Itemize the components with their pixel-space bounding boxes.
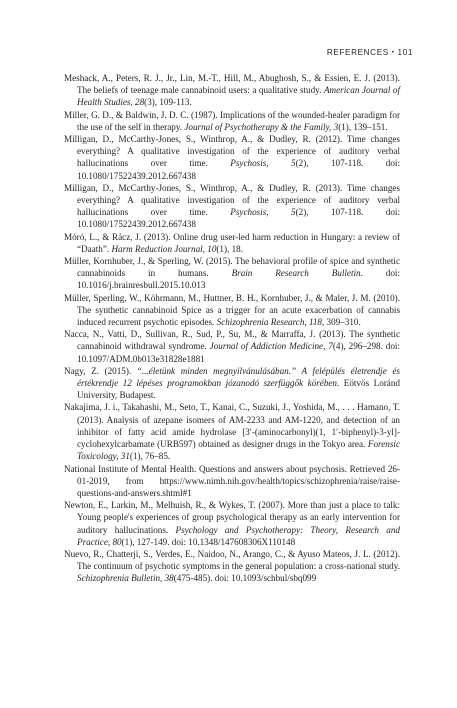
reference-list [64,72,400,585]
reference-entry: Müller, Sperling, W., Köhrmann, M., Huttner, B. H., Kornhuber, J., & Maler, J. M. (2010). The synthetic cannabinoid Spice as a trigger for an acute exacerbation of cannabis induced recurrent psychotic episodes. Schizophrenia Research, 118, 309–310. [64,292,400,328]
reference-entry: Newton, E., Larkin, M., Melhuish, R., & Wykes, T. (2007). More than just a place to talk: Young people's experiences of group psychological therapy as an early intervention for auditory hallucinations. Psychology and Psychotherapy: Theory, Research and Practice, 80(1), 127-149. doi: 10.1348/147608306X110148 [64,500,400,547]
page-number: 101 [397,48,413,57]
reference-entry: Milligan, D., McCarthy-Jones, S., Winthrop, A., & Dudley, R. (2012). Time changes everything? A qualitative investigation of the experience of auditory verbal hallucinations over time. Psychosis, 5(2), 107-118. doi: 10.1080/17522439.2012.667438 [64,134,400,181]
reference-entry: Nacca, N., Vatti, D., Sullivan, R., Sud, P., Su, M., & Marraffa, J. (2013). The synthetic cannabinoid withdrawal syndrome. Journal of Addiction Medicine, 7(4), 296–298. doi: 10.1097/ADM.0b013e31828e1881 [64,329,401,364]
section-title: REFERENCES [326,48,389,57]
reference-entry: Meshack, A., Peters, R. J., Jr., Lin, M.-T., Hill, M., Abughosh, S., & Essien, E. J. (2013). The beliefs of teenage male cannabinoid users: a qualitative study. American Journal of Health Studies, 28(3), 109-113. [64,73,400,108]
separator-bullet: • [391,50,395,56]
reference-entry: Nagy, Z. (2015). “...életünk minden megnyilvánulásában.” A felépülés életrendje és értékrendje 12 lépéses programokban józanodó szerfüggők körében. Eötvös Loránd University, Budapest. [64,365,400,401]
running-head [327,48,413,57]
reference-entry: National Institute of Mental Health. Questions and answers about psychosis. Retrieved 26-01-2019, from https://www.nimh.nih.gov/health/topics/schizophrenia/raise/raise-questions-and-answers.shtml#1 [64,463,400,498]
reference-entry: Müller, Kornhuber, J., & Sperling, W. (2015). The behavioral profile of spice and synthetic cannabinoids in humans. Brain Research Bulletin. doi: 10.1016/j.brainresbull.2015.10.013 [64,256,400,291]
reference-entry: Miller, G. D., & Baldwin, J. D. C. (1987). Implications of the wounded-healer paradigm for the use of the self in therapy. Journal of Psychotherapy & the Family, 3(1), 139–151. [64,109,400,132]
reference-entry: Móró, L., & Rácz, J. (2013). Online drug user-led harm reduction in Hungary: a review of “Daath”. Harm Reduction Journal, 10(1), 18. [64,231,400,254]
reference-entry: Milligan, D., McCarthy-Jones, S., Winthrop, A., & Dudley, R. (2013). Time changes everything? A qualitative investigation of the experience of auditory verbal hallucinations over time. Psychosis, 5(2), 107-118. doi: 10.1080/17522439.2012.667438 [64,182,400,230]
reference-entry: Nuevo, R., Chatterji, S., Verdes, E., Naidoo, N., Arango, C., & Ayuso Mateos, J. L. (2012). The continuum of psychotic symptoms in the general population: a cross-national study. Schizophrenia Bulletin, 38(475-485). doi: 10.1093/schbul/sbq099 [64,548,400,584]
reference-entry: Nakajima, J. i., Takahashi, M., Seto, T., Kanai, C., Suzuki, J., Yoshida, M., . . . Hamano, T. (2013). Analysis of azepane isomers of AM-2233 and AM-1220, and detection of an inhibitor of fatty acid amide hydrolase [3′-(aminocarbonyl)(1, 1′-biphenyl)-3-yl]-cyclohexylcarbamate (URB597) obtained as designer drugs in the Tokyo area. Forensic Toxicology, 31(1), 76–85. [64,402,400,462]
